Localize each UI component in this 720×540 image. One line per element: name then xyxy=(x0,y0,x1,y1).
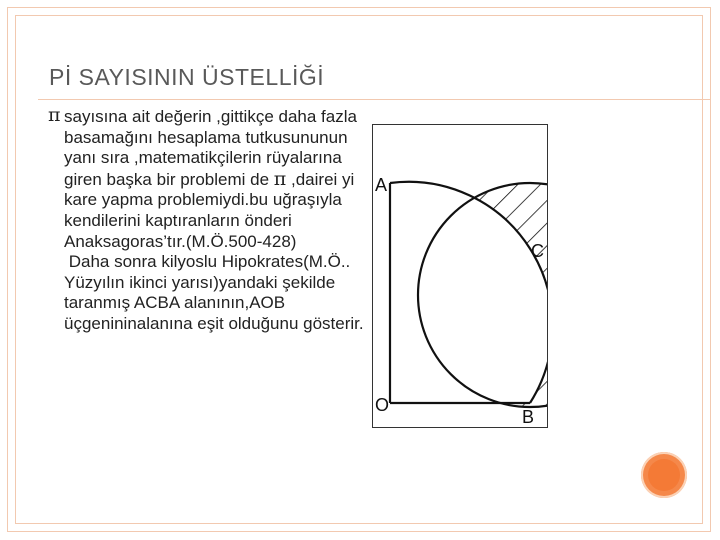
slide-title: Pİ SAYISININ ÜSTELLİĞİ xyxy=(49,64,325,90)
label-a: A xyxy=(375,175,388,195)
label-o: O xyxy=(375,395,390,415)
paragraph-1-text-a: sayısına ait değerin ,gittikçe daha fazla basamağını hesaplama tutkusununun yanı sıra ,matematikçilerin rüyalarına giren başka bir problemi de xyxy=(64,107,357,189)
paragraph-2-text: Daha sonra kilyoslu Hipokrates(M.Ö.. Yüzyılın ikinci yarısı)yandaki şekilde taranmış ACBA alanının,AOB üçgenininalanına eşit olduğunu gösterir. xyxy=(64,252,364,333)
decorative-orange-circle xyxy=(641,452,687,498)
label-c: C xyxy=(531,241,544,261)
title-underline xyxy=(38,99,711,100)
inline-pi-symbol: π xyxy=(273,167,287,190)
paragraph-1-text-b: ,dairei yi kare yapma problemiydi.bu uğraşıyla kendilerini kaptıranların önderi Anaksagoras’tır.(M.Ö.500-428) xyxy=(64,169,355,251)
pi-bullet-icon: π xyxy=(48,104,61,126)
paragraph-2 xyxy=(48,252,366,334)
lune-diagram xyxy=(373,125,547,427)
paragraph-1 xyxy=(48,104,366,252)
label-b: B xyxy=(522,407,535,427)
hippocrates-lune-figure xyxy=(372,124,548,428)
slide-body xyxy=(48,104,366,335)
